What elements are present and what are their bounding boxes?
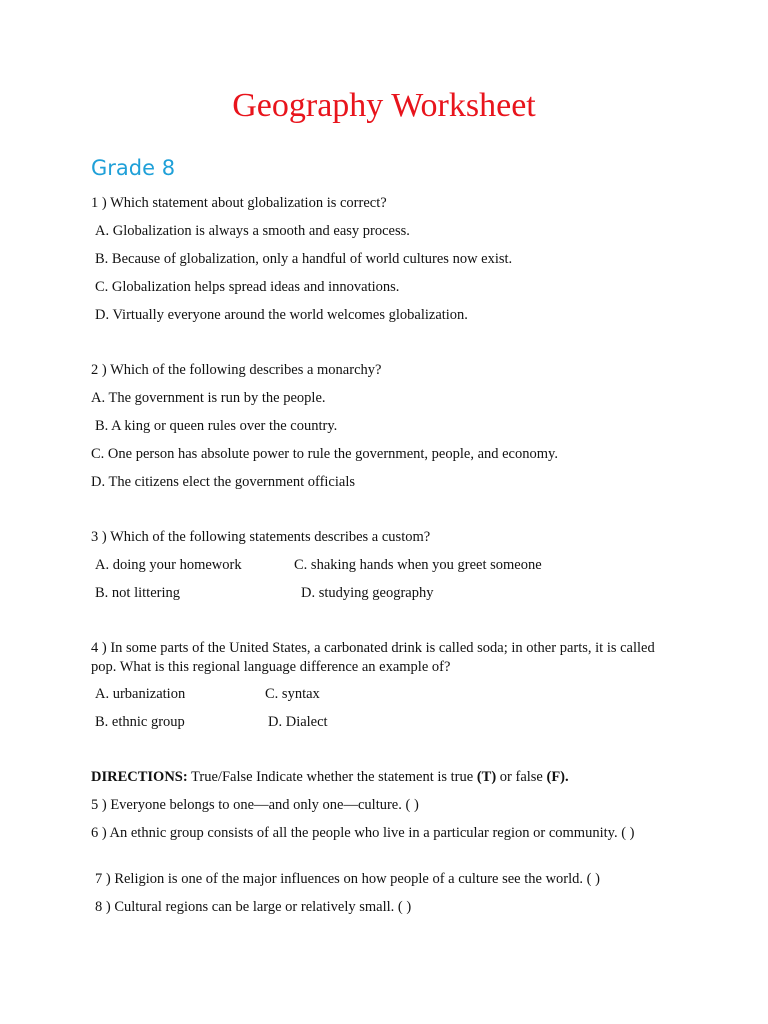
question-5: 5 ) Everyone belongs to one—and only one—culture. ( ) <box>91 797 419 813</box>
question-8: 8 ) Cultural regions can be large or relatively small. ( ) <box>95 899 412 915</box>
directions-text: True/False Indicate whether the statement is true <box>187 769 477 785</box>
directions-line <box>91 768 569 787</box>
page-title: Geography Worksheet <box>232 87 536 124</box>
question-2-option-c: C. One person has absolute power to rule the government, people, and economy. <box>91 446 558 462</box>
question-3-option-b: B. not littering <box>95 585 180 601</box>
question-2-option-b: B. A king or queen rules over the country. <box>95 418 338 434</box>
true-marker: (T) <box>476 769 497 785</box>
question-4-option-b: B. ethnic group <box>95 714 185 730</box>
question-3-option-c: C. shaking hands when you greet someone <box>294 557 542 573</box>
directions-label: DIRECTIONS: <box>91 769 188 785</box>
question-4-option-c: C. syntax <box>265 686 320 702</box>
question-1: 1 ) Which statement about globalization is correct? <box>91 195 387 211</box>
question-3-option-a: A. doing your homework <box>95 557 242 573</box>
question-3-option-d: D. studying geography <box>301 585 434 601</box>
question-4-option-d: D. Dialect <box>268 714 328 730</box>
directions-text-2: or false <box>496 769 547 785</box>
question-2-option-a: A. The government is run by the people. <box>91 390 326 406</box>
question-3: 3 ) Which of the following statements describes a custom? <box>91 529 431 545</box>
question-2-option-d: D. The citizens elect the government officials <box>91 474 355 490</box>
question-2: 2 ) Which of the following describes a monarchy? <box>91 362 382 378</box>
question-4: 4 ) In some parts of the United States, a carbonated drink is called soda; in other parts, it is called pop. What is this regional language difference an example of? <box>91 640 655 675</box>
grade-heading: Grade 8 <box>91 156 176 180</box>
question-7: 7 ) Religion is one of the major influences on how people of a culture see the world. ( ) <box>95 871 600 887</box>
question-4-option-a: A. urbanization <box>95 686 186 702</box>
question-1-option-b: B. Because of globalization, only a handful of world cultures now exist. <box>95 251 513 267</box>
question-1-option-a: A. Globalization is always a smooth and easy process. <box>95 223 410 239</box>
false-marker: (F). <box>546 769 569 785</box>
question-1-option-d: D. Virtually everyone around the world welcomes globalization. <box>95 307 468 323</box>
question-1-option-c: C. Globalization helps spread ideas and innovations. <box>95 279 400 295</box>
question-6: 6 ) An ethnic group consists of all the people who live in a particular region or community. ( ) <box>91 825 635 841</box>
